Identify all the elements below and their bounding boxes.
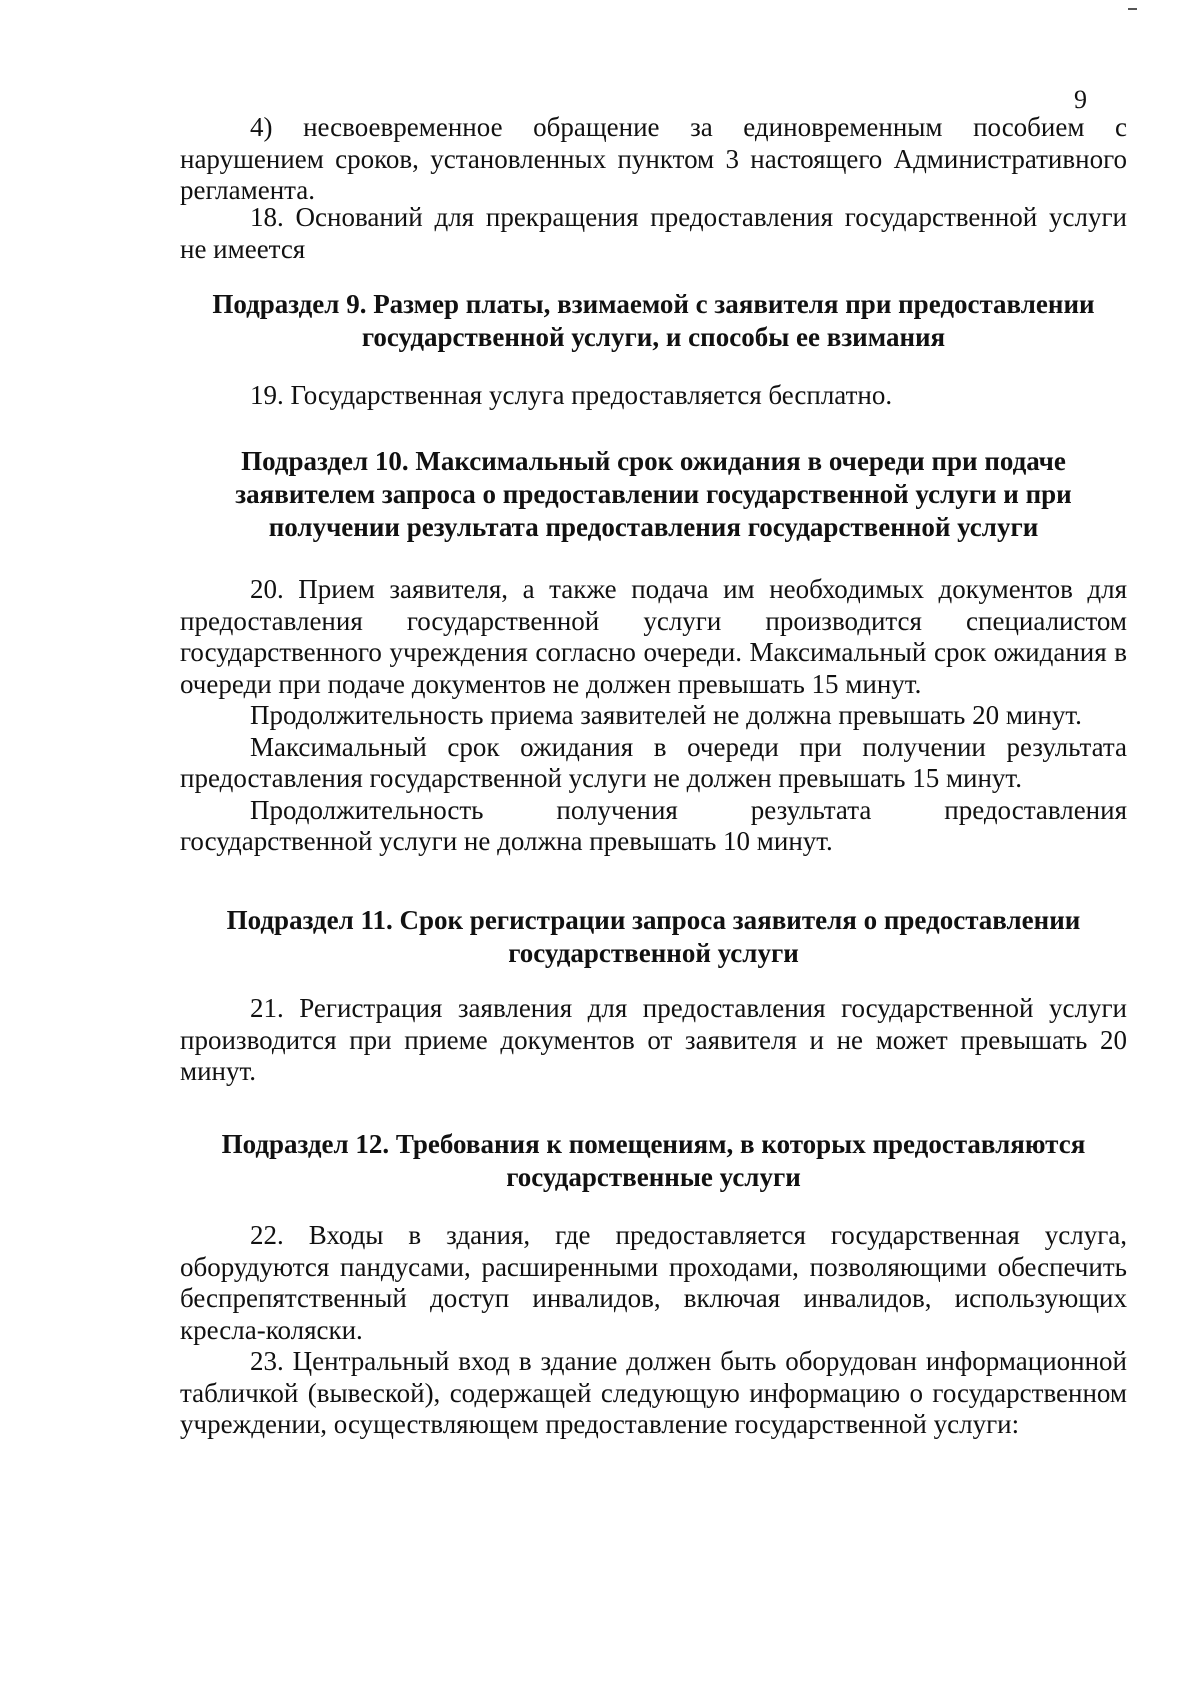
paragraph-20-text-d: Продолжительность получения результата предоставления государственной услуги не должна превышать 10 минут. [180,794,1127,856]
heading-subsection-10 [195,445,1112,544]
paragraph-19 [180,380,1127,412]
paragraph-20-text-c: Максимальный срок ожидания в очереди при получении результата предоставления государственной услуги не должен превышать 15 минут. [180,731,1127,793]
paragraph-21 [180,993,1127,1088]
scan-mark [1128,8,1137,10]
heading-subsection-12-text: Подраздел 12. Требования к помещениям, в которых предоставляются государственные услуги [221,1129,1086,1192]
paragraph-22 [180,1220,1127,1346]
item-4 [180,112,1127,207]
paragraph-21-text: 21. Регистрация заявления для предоставления государственной услуги производится при приеме документов от заявителя и не может превышать 20 минут. [180,993,1127,1086]
heading-subsection-11-text: Подраздел 11. Срок регистрации запроса заявителя о предоставлении государственной услуги [226,905,1081,968]
paragraph-18 [180,202,1127,265]
paragraph-23 [180,1346,1127,1441]
item-4-text: 4) несвоевременное обращение за единовременным пособием с нарушением сроков, установленных пунктом 3 настоящего Административного регламента. [180,112,1127,205]
heading-subsection-9-text: Подраздел 9. Размер платы, взимаемой с заявителя при предоставлении государственной услуги, и способы ее взимания [212,289,1095,352]
heading-subsection-11 [180,904,1127,970]
paragraph-22-text: 22. Входы в здания, где предоставляется государственная услуга, оборудуются пандусами, расширенными проходами, позволяющими обеспечить беспрепятственный доступ инвалидов, включая инвалидов, использующих кресла-коляски. [180,1220,1127,1345]
paragraph-20-text-b: Продолжительность приема заявителей не должна превышать 20 минут. [250,700,1082,730]
paragraph-18-text: 18. Оснований для прекращения предоставления государственной услуги не имеется [180,202,1127,264]
heading-subsection-9 [180,288,1127,354]
heading-subsection-12 [180,1128,1127,1194]
page-number: 9 [1074,85,1087,114]
heading-subsection-10-text: Подраздел 10. Максимальный срок ожидания в очереди при подаче заявителем запроса о предоставлении государственной услуги и при получении результата предоставления государственной услуги [235,446,1072,542]
paragraph-19-text: 19. Государственная услуга предоставляется бесплатно. [250,380,893,410]
paragraph-20-text-a: 20. Прием заявителя, а также подача им необходимых документов для предоставления государственной услуги производится специалистом государственного учреждения согласно очереди. Максимальный срок ожидания в очереди при подаче документов не должен превышать 15 минут. [180,574,1127,699]
paragraph-20 [180,574,1127,858]
paragraph-23-text: 23. Центральный вход в здание должен быть оборудован информационной табличкой (вывеской), содержащей следующую информацию о государственном учреждении, осуществляющем предоставление государственной услуги: [180,1346,1127,1439]
